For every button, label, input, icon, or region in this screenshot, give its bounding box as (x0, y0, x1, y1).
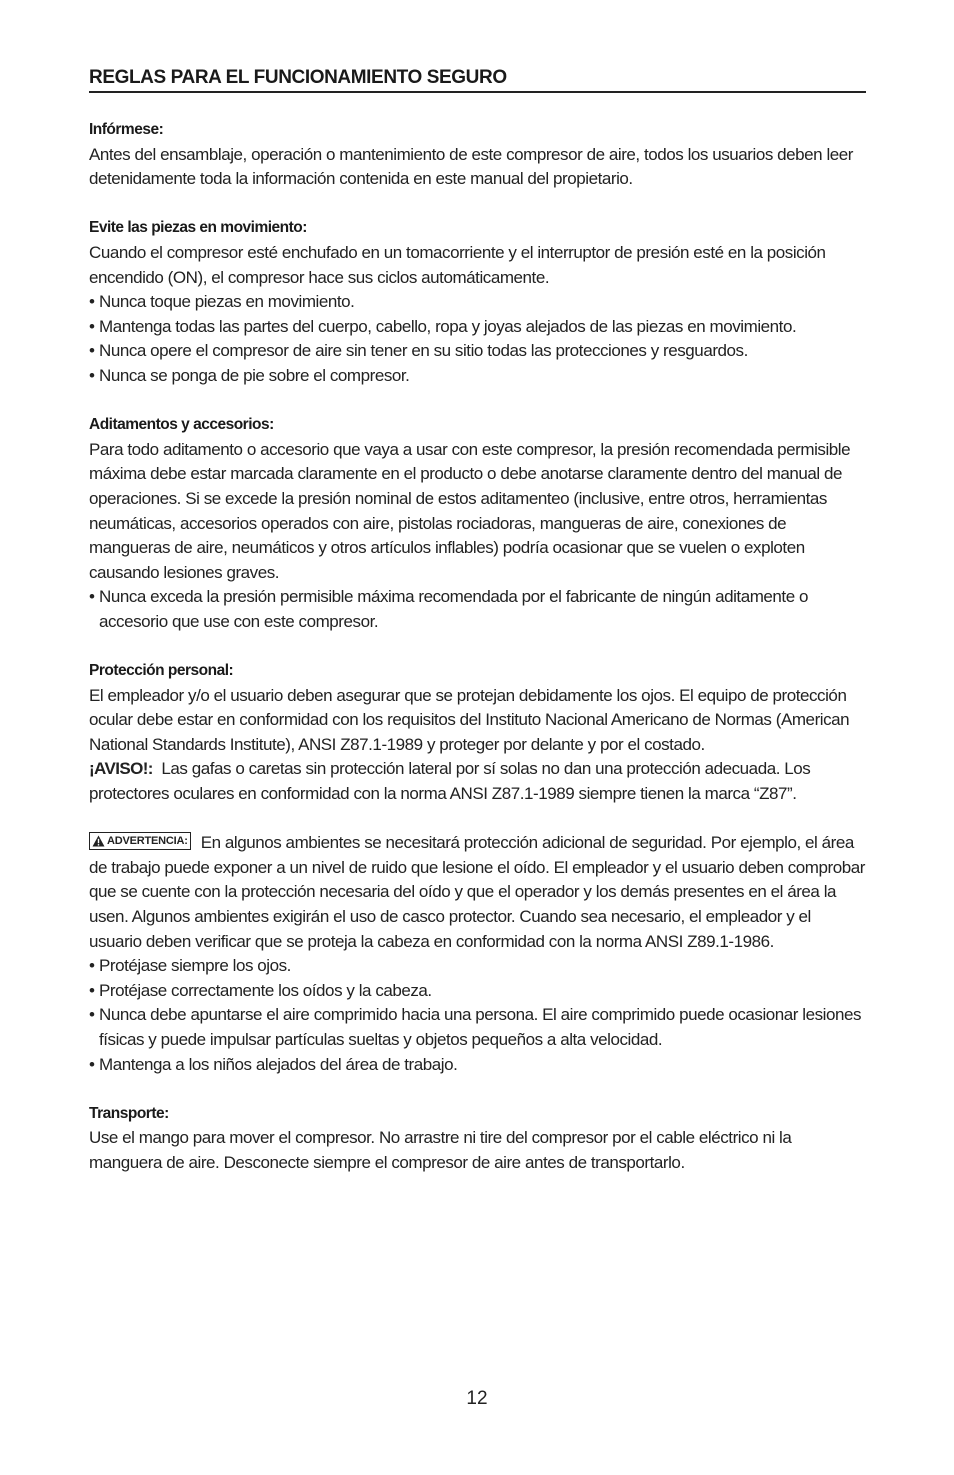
section-heading: Protección personal: (89, 662, 234, 680)
bullet-text: Mantenga todas las partes del cuerpo, cabello, ropa y joyas alejados de las piezas en movimiento. (99, 316, 797, 336)
bullet-item (89, 290, 866, 315)
spacer (89, 807, 866, 832)
bullet-text: Mantenga a los niños alejados del área de trabajo. (99, 1054, 458, 1074)
aviso-text: Las gafas o caretas sin protección lateral por sí solas no dan una protección adecuada. Los protectores oculares en conformidad con la norma ANSI Z87.1-1989 siempre tienen la marca “Z87”. (89, 759, 811, 804)
bullet-item (89, 339, 866, 364)
section-aditamentos (89, 413, 866, 634)
spacer (89, 1077, 866, 1102)
warning-badge (89, 832, 191, 850)
section-proteccion-personal (89, 659, 866, 807)
bullet-item (89, 585, 866, 634)
bullet-glyph: • (89, 956, 95, 976)
section-heading: Infórmese: (89, 121, 164, 138)
section-informese (89, 118, 866, 192)
bullet-text: Protéjase correctamente los oídos y la cabeza. (99, 980, 432, 1000)
bullet-item (89, 364, 866, 389)
section-piezas-en-movimiento (89, 216, 866, 388)
section-paragraph: El empleador y/o el usuario deben asegurar que se protejan debidamente los ojos. El equipo de protección ocular debe estar en conformidad con los requisitos del Instituto Nacional Americano de Normas (American National Standards Institute), ANSI Z87.1-1989 y proteger por delante y por el costado. (89, 685, 850, 754)
section-heading: Evite las piezas en movimiento: (89, 219, 307, 237)
section-paragraph: Antes del ensamblaje, operación o mantenimiento de este compresor de aire, todos los usuarios deben leer detenidamente toda la información contenida en este manual del propietario. (89, 144, 854, 189)
page-title: REGLAS PARA EL FUNCIONAMIENTO SEGURO (89, 66, 866, 93)
warning-label: ADVERTENCIA: (107, 835, 188, 848)
bullet-text: Nunca opere el compresor de aire sin tener en su sitio todas las protecciones y resguardos. (99, 341, 748, 361)
warning-text: En algunos ambientes se necesitará protección adicional de seguridad. Por ejemplo, el área de trabajo puede exponer a un nivel de ruido que lesione el oído. El empleador y el usuario deben comprobar que se cuente con la protección necesaria del oído y que el operador y los demás presentes en el área la usen. Algunos ambientes exigirán el uso de casco protector. Cuando sea necesario, el empleador y el usuario deben verificar que se proteja la cabeza en conformidad con la norma ANSI Z89.1-1986. (89, 833, 865, 951)
bullet-item (89, 315, 866, 340)
aviso-label: ¡AVISO!: (89, 759, 153, 779)
section-heading: Transporte: (89, 1104, 169, 1122)
bullet-glyph: • (89, 980, 95, 1000)
document-page (89, 66, 866, 1176)
spacer (89, 389, 866, 414)
page-number: 12 (466, 1388, 488, 1409)
section-transporte (89, 1102, 866, 1176)
spacer (89, 192, 866, 217)
bullet-item (89, 1053, 866, 1078)
bullet-text: Nunca toque piezas en movimiento. (99, 292, 355, 312)
bullet-glyph: • (89, 316, 95, 336)
section-paragraph: Para todo aditamento o accesorio que vaya a usar con este compresor, la presión recomendada permisible máxima debe estar marcada claramente en el producto o debe anotarse claramente dentro del manual de operaciones. Si se excede la presión nominal de estos aditamenteo (inclusive, entre otros, herramientas neumáticas, accesorios operados con aire, pistolas rociadoras, mangueras de aire, conexiones de mangueras de aire, neumáticos y otros artículos inflables) podría ocasionar que se vuelen o exploten causando lesiones graves. (89, 439, 851, 582)
bullet-glyph: • (89, 1054, 95, 1074)
section-paragraph: Cuando el compresor esté enchufado en un tomacorriente y el interruptor de presión esté en la posición encendido (ON), el compresor hace sus ciclos automáticamente. (89, 242, 826, 287)
bullet-glyph: • (89, 587, 95, 607)
bullet-item (89, 954, 866, 979)
spacer (89, 634, 866, 659)
bullet-glyph: • (89, 341, 95, 361)
bullet-text: Nunca se ponga de pie sobre el compresor. (99, 365, 410, 385)
bullet-item (89, 1003, 866, 1052)
warning-triangle-icon (92, 835, 105, 847)
bullet-glyph: • (89, 292, 95, 312)
bullet-text: Protéjase siempre los ojos. (99, 956, 291, 976)
spacer (89, 93, 866, 118)
section-advertencia (89, 831, 866, 1077)
warning-paragraph (89, 831, 866, 954)
aviso-note (89, 757, 866, 806)
bullet-glyph: • (89, 1005, 95, 1025)
section-paragraph: Use el mango para mover el compresor. No arrastre ni tire del compresor por el cable eléctrico ni la manguera de aire. Desconecte siempre el compresor de aire antes de transportarlo. (89, 1128, 792, 1172)
section-heading: Aditamentos y accesorios: (89, 416, 274, 434)
bullet-item (89, 979, 866, 1004)
bullet-text: Nunca exceda la presión permisible máxima recomendada por el fabricante de ningún aditamente o accesorio que use con este compresor. (99, 587, 808, 631)
bullet-glyph: • (89, 365, 95, 385)
bullet-text: Nunca debe apuntarse el aire comprimido hacia una persona. El aire comprimido puede ocasionar lesiones físicas y puede impulsar partículas sueltas y objetos pequeños a alta velocidad. (99, 1005, 862, 1049)
